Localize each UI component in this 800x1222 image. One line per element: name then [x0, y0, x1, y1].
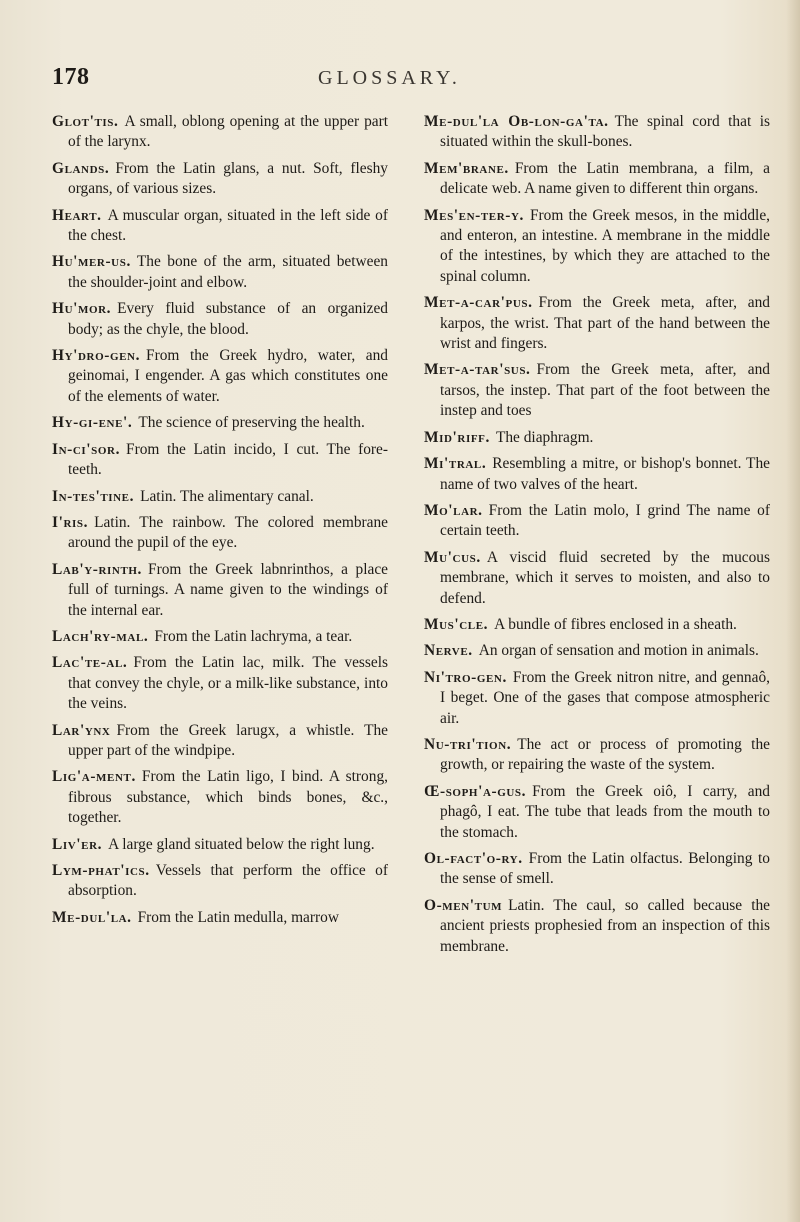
- entry-term: Met-a-car'pus.: [424, 294, 533, 312]
- entry-term: Œ-soph'a-gus.: [424, 782, 527, 800]
- glossary-entry: [52, 440, 388, 481]
- glossary-entry: [424, 668, 770, 729]
- entry-term: Lar'ynx: [52, 721, 111, 739]
- page-edge-shadow: [786, 0, 800, 1222]
- entry-term: In-tes'tine.: [52, 487, 135, 505]
- entry-definition: From the Greek larugx, a whistle. The upper part of the windpipe.: [68, 721, 388, 759]
- entry-term: Met-a-tar'sus.: [424, 361, 531, 379]
- glossary-entry: [424, 849, 770, 890]
- entry-term: Lab'y-rinth.: [52, 560, 143, 578]
- glossary-entry: [424, 293, 770, 354]
- glossary-entry: [52, 767, 388, 828]
- glossary-entry: [424, 454, 770, 495]
- glossary-entry: [424, 615, 770, 635]
- entry-term: Mes'en-ter-y.: [424, 206, 524, 224]
- right-column: [424, 112, 770, 963]
- entry-term: O-men'tum: [424, 896, 503, 914]
- entry-definition: The spinal cord that is situated within the skull-bones.: [440, 113, 771, 151]
- glossary-entry: [52, 487, 388, 507]
- entry-definition: From the Greek nitron nitre, and gennaô, I beget. One of the gases that compose atmospheric air.: [440, 668, 770, 727]
- entry-definition: A bundle of fibres enclosed in a sheath.: [494, 615, 737, 633]
- glossary-entry: [424, 782, 770, 843]
- entry-definition: A large gland situated below the right lung.: [108, 835, 375, 853]
- entry-definition: From the Latin lac, milk. The vessels that convey the chyle, or a milk-like substance, into the veins.: [68, 654, 388, 713]
- glossary-entry: [424, 159, 770, 200]
- entry-term: Lig'a-ment.: [52, 768, 136, 786]
- entry-term: Glot'tis.: [52, 113, 119, 130]
- entry-term: Ol-fact'o-ry.: [424, 850, 523, 867]
- glossary-entry: [52, 346, 388, 407]
- entry-definition: From the Latin glans, a nut. Soft, fleshy organs, of various sizes.: [68, 159, 388, 198]
- glossary-entry: [52, 653, 388, 714]
- entry-definition: From the Latin olfactus. Belonging to the sense of smell.: [440, 850, 770, 888]
- glossary-entry: [424, 548, 770, 609]
- entry-definition: Every fluid substance of an organized body; as the chyle, the blood.: [68, 300, 388, 338]
- entry-term: Heart.: [52, 206, 102, 224]
- entry-term: Hy'dro-gen.: [52, 347, 141, 365]
- entry-term: Glands.: [52, 159, 110, 177]
- entry-definition: From the Latin incido, I cut. The fore-teeth.: [68, 440, 388, 479]
- entry-definition: From the Latin molo, I grind The name of certain teeth.: [440, 501, 770, 540]
- entry-term: Liv'er.: [52, 835, 103, 853]
- entry-definition: Latin. The alimentary canal.: [140, 487, 314, 505]
- running-title: GLOSSARY.: [318, 67, 461, 89]
- entry-term: Hu'mer-us.: [52, 253, 131, 271]
- entry-term: Mu'cus.: [424, 548, 481, 566]
- glossary-entry: [424, 896, 770, 957]
- entry-definition: From the Greek meta, after, and tarsos, the instep. That part of the foot between the instep and toes: [440, 361, 770, 420]
- entry-definition: A muscular organ, situated in the left side of the chest.: [68, 206, 388, 245]
- entry-term: Mid'riff.: [424, 428, 490, 446]
- entry-definition: Vessels that perform the office of absorption.: [68, 862, 388, 900]
- entry-definition: A small, oblong opening at the upper part of the larynx.: [68, 113, 388, 151]
- glossary-entry: [52, 835, 388, 855]
- entry-term: Mi'tral.: [424, 455, 487, 473]
- glossary-entry: [52, 252, 388, 293]
- entry-definition: From the Greek mesos, in the middle, and enteron, an intestine. A membrane in the middle of the intestines, by which they are attached to the spinal column.: [440, 206, 770, 285]
- entry-term: In-ci'sor.: [52, 440, 121, 458]
- running-head: [0, 64, 800, 94]
- entry-definition: From the Greek meta, after, and karpos, the wrist. That part of the hand between the wrist and fingers.: [440, 294, 770, 353]
- glossary-entry: [52, 206, 388, 247]
- glossary-entry: [52, 861, 388, 902]
- entry-definition: The act or process of promoting the growth, or repairing the waste of the system.: [440, 735, 770, 774]
- entry-term: Lach'ry-mal.: [52, 627, 149, 645]
- glossary-entry: [52, 513, 388, 554]
- entry-definition: The diaphragm.: [495, 428, 594, 446]
- entry-term: Lym-phat'ics.: [52, 862, 150, 879]
- glossary-entry: [424, 641, 770, 661]
- entry-definition: The bone of the arm, situated between the shoulder-joint and elbow.: [68, 253, 388, 291]
- entry-definition: From the Greek labnrinthos, a place full of turnings. A name given to the windings of the internal ear.: [68, 560, 388, 619]
- glossary-entry: [52, 159, 388, 200]
- entry-definition: From the Greek hydro, water, and geinomai, I engender. A gas which constitutes one of the elements of water.: [68, 347, 388, 405]
- page-number: 178: [52, 64, 90, 90]
- entry-definition: An organ of sensation and motion in animals.: [478, 642, 759, 660]
- entry-definition: From the Latin ligo, I bind. A strong, fibrous substance, which binds bones, &c., together.: [68, 768, 388, 827]
- glossary-entry: [52, 299, 388, 340]
- left-column: [52, 112, 388, 934]
- entry-term: Mus'cle.: [424, 615, 489, 633]
- entry-definition: A viscid fluid secreted by the mucous membrane, which it serves to moisten, and also to defend.: [440, 548, 770, 607]
- entry-term: Hu'mor.: [52, 300, 112, 318]
- entry-definition: The science of preserving the health.: [138, 414, 365, 432]
- glossary-entry: [424, 501, 770, 542]
- glossary-entry: [52, 721, 388, 762]
- glossary-entry: [424, 428, 770, 448]
- entry-term: Me-dul'la Ob-lon-ga'ta.: [424, 113, 609, 130]
- entry-definition: From the Greek oiô, I carry, and phagô, I eat. The tube that leads from the mouth to the stomach.: [440, 782, 770, 841]
- entry-definition: From the Latin medulla, marrow: [137, 908, 339, 926]
- glossary-entry: [52, 908, 388, 928]
- entry-definition: From the Latin lachryma, a tear.: [154, 627, 353, 645]
- entry-definition: Resembling a mitre, or bishop's bonnet. The name of two valves of the heart.: [440, 455, 770, 493]
- glossary-entry: [52, 627, 388, 647]
- glossary-entry: [424, 735, 770, 776]
- glossary-entry: [52, 560, 388, 621]
- glossary-entry: [52, 413, 388, 433]
- entry-term: Lac'te-al.: [52, 654, 128, 672]
- glossary-entry: [424, 112, 770, 153]
- glossary-entry: [52, 112, 388, 153]
- entry-term: Hy-gi-ene'.: [52, 414, 133, 432]
- glossary-entry: [424, 206, 770, 288]
- entry-term: Nu-tri'tion.: [424, 735, 512, 753]
- entry-term: Nerve.: [424, 642, 473, 660]
- entry-definition: From the Latin membrana, a film, a delicate web. A name given to different thin organs.: [440, 159, 770, 198]
- glossary-entry: [424, 360, 770, 421]
- entry-term: I'ris.: [52, 513, 89, 531]
- entry-definition: Latin. The rainbow. The colored membrane around the pupil of the eye.: [68, 513, 388, 552]
- entry-term: Me-dul'la.: [52, 908, 132, 926]
- entry-definition: Latin. The caul, so called because the ancient priests prophesied from an inspection of this membrane.: [440, 896, 770, 955]
- entry-term: Mem'brane.: [424, 159, 509, 177]
- entry-term: Mo'lar.: [424, 501, 483, 519]
- entry-term: Ni'tro-gen.: [424, 668, 507, 686]
